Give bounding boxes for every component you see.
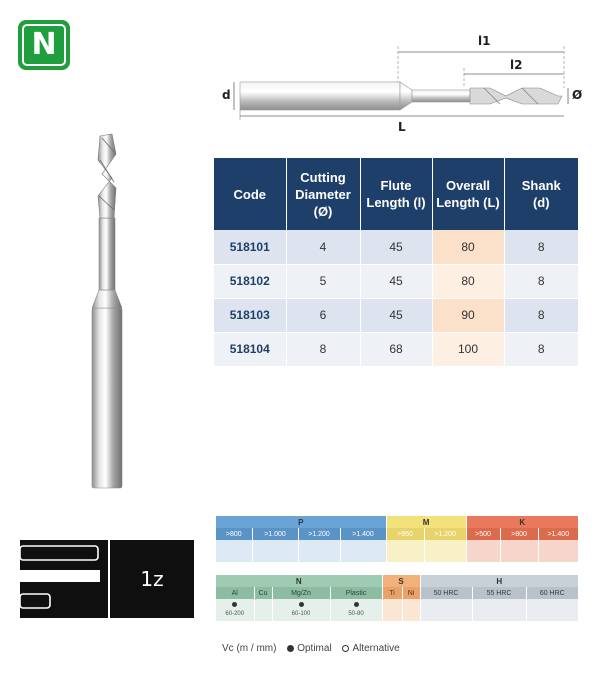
value-cell	[216, 540, 252, 562]
value-cell-mgzn	[272, 599, 330, 621]
sub-P-2: >1.000	[252, 528, 298, 540]
sub-K-1: >500	[466, 528, 500, 540]
materials-table-top	[216, 516, 578, 562]
optimal-dot-icon	[287, 645, 294, 652]
cell-code: 518102	[214, 264, 286, 298]
header-overall-length: Overall Length (L)	[432, 158, 504, 230]
value-cell	[500, 540, 538, 562]
label-diameter: Ø	[572, 88, 583, 102]
legend-optimal: Optimal	[287, 643, 331, 654]
cell-diameter: 6	[286, 298, 360, 332]
header-flute-length: Flute Length (l)	[360, 158, 432, 230]
vc-value: 60-100	[291, 611, 311, 617]
sub-S-ti: Ti	[382, 587, 402, 599]
cell-diameter: 5	[286, 264, 360, 298]
sub-N-mgzn: Mg/Zn	[272, 587, 330, 599]
optimal-dot-icon	[354, 602, 359, 607]
sub-S-ni: Ni	[402, 587, 420, 599]
dimension-diagram	[222, 30, 587, 140]
cell-diameter: 4	[286, 230, 360, 264]
cell-shank: 8	[504, 264, 578, 298]
value-cell-cu	[254, 599, 272, 621]
sub-P-4: >1.400	[340, 528, 386, 540]
sub-P-3: >1.200	[298, 528, 340, 540]
sub-H-60: 60 HRC	[526, 587, 578, 599]
label-d: d	[222, 88, 231, 102]
sub-N-plastic: Plastic	[330, 587, 382, 599]
group-S: S	[382, 575, 420, 587]
sub-P-1: >800	[216, 528, 252, 540]
value-cell	[252, 540, 298, 562]
cell-shank: 8	[504, 230, 578, 264]
cell-overall-length: 90	[432, 298, 504, 332]
spec-table	[214, 158, 578, 367]
value-cell	[298, 540, 340, 562]
sub-N-cu: Cu	[254, 587, 272, 599]
end-mill-image	[78, 130, 138, 492]
table-row	[214, 230, 578, 264]
flute-type-icon	[20, 540, 108, 618]
flute-count-box	[20, 540, 194, 618]
legend-vc: Vc (m / mm)	[222, 643, 277, 654]
value-cell	[538, 540, 578, 562]
sub-N-al: Al	[216, 587, 254, 599]
value-cell	[382, 599, 402, 621]
legend	[222, 643, 408, 654]
vc-value: 50-80	[348, 611, 364, 617]
cell-overall-length: 100	[432, 332, 504, 366]
group-K: K	[466, 516, 578, 528]
cell-shank: 8	[504, 332, 578, 366]
cell-code: 518101	[214, 230, 286, 264]
flute-count-label: 1z	[110, 540, 194, 618]
group-M: M	[386, 516, 466, 528]
cell-flute-length: 68	[360, 332, 432, 366]
badge-letter: N	[22, 24, 66, 66]
label-l2: l2	[510, 58, 523, 72]
cell-code: 518104	[214, 332, 286, 366]
header-code: Code	[214, 158, 286, 230]
sub-M-2: >1.200	[424, 528, 466, 540]
label-l1: l1	[478, 34, 491, 48]
header-shank: Shank (d)	[504, 158, 578, 230]
cell-code: 518103	[214, 298, 286, 332]
value-cell	[402, 599, 420, 621]
optimal-dot-icon	[232, 602, 237, 607]
cell-diameter: 8	[286, 332, 360, 366]
material-group-badge	[18, 20, 70, 70]
value-cell	[340, 540, 386, 562]
label-overall-length: L	[398, 120, 406, 134]
materials-table-bottom	[216, 575, 578, 621]
cell-overall-length: 80	[432, 230, 504, 264]
group-P: P	[216, 516, 386, 528]
sub-K-2: >800	[500, 528, 538, 540]
sub-K-3: >1.400	[538, 528, 578, 540]
cell-flute-length: 45	[360, 264, 432, 298]
value-cell-plastic	[330, 599, 382, 621]
group-N: N	[216, 575, 382, 587]
sub-H-50: 50 HRC	[420, 587, 472, 599]
alternative-ring-icon	[342, 645, 349, 652]
legend-alternative: Alternative	[342, 643, 399, 654]
value-cell	[526, 599, 578, 621]
cell-overall-length: 80	[432, 264, 504, 298]
value-cell	[466, 540, 500, 562]
table-row	[214, 264, 578, 298]
table-row	[214, 332, 578, 366]
value-cell-al	[216, 599, 254, 621]
header-cutting-diameter: Cutting Diameter (Ø)	[286, 158, 360, 230]
table-row	[214, 298, 578, 332]
value-cell	[386, 540, 424, 562]
cell-flute-length: 45	[360, 230, 432, 264]
spec-header-row	[214, 158, 578, 230]
sub-H-55: 55 HRC	[472, 587, 526, 599]
optimal-dot-icon	[299, 602, 304, 607]
value-cell	[472, 599, 526, 621]
cell-flute-length: 45	[360, 298, 432, 332]
value-cell	[424, 540, 466, 562]
cell-shank: 8	[504, 298, 578, 332]
vc-value: 60-200	[225, 611, 245, 617]
sub-M-1: >950	[386, 528, 424, 540]
value-cell	[420, 599, 472, 621]
group-H: H	[420, 575, 578, 587]
